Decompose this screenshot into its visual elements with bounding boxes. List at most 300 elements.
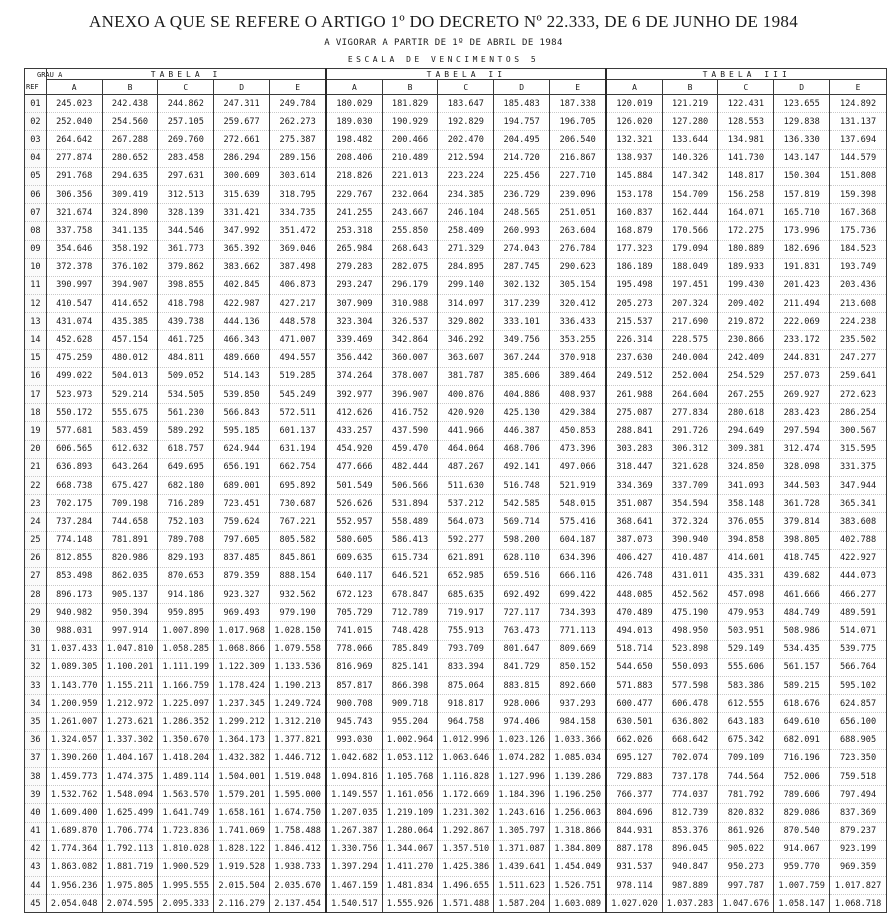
ref-cell: 34 — [25, 695, 47, 713]
value-cell: 457.098 — [718, 586, 774, 604]
value-cell: 988.031 — [46, 622, 102, 640]
value-cell: 1.089.305 — [46, 658, 102, 676]
value-cell: 1.196.250 — [550, 786, 607, 804]
table-row — [25, 404, 887, 422]
value-cell: 349.756 — [494, 331, 550, 349]
value-cell: 609.635 — [326, 549, 382, 567]
ref-cell: 45 — [25, 895, 47, 913]
scale-title: ESCALA DE VENCIMENTOS 5 — [347, 55, 540, 64]
value-cell: 752.103 — [158, 513, 214, 531]
value-cell: 164.071 — [718, 204, 774, 222]
value-cell: 267.288 — [102, 131, 158, 149]
value-cell: 1.511.623 — [494, 877, 550, 895]
value-cell: 191.831 — [774, 258, 830, 276]
value-cell: 300.609 — [214, 167, 270, 185]
value-cell: 1.467.159 — [326, 877, 382, 895]
value-cell: 2.137.454 — [270, 895, 327, 913]
value-cell: 267.255 — [718, 386, 774, 404]
value-cell: 170.566 — [662, 222, 718, 240]
value-cell: 162.444 — [662, 204, 718, 222]
value-cell: 550.172 — [46, 404, 102, 422]
column-letter-header: B — [382, 80, 438, 95]
value-cell: 793.709 — [438, 640, 494, 658]
ref-cell: 19 — [25, 422, 47, 440]
value-cell: 353.255 — [550, 331, 607, 349]
value-cell: 134.981 — [718, 131, 774, 149]
column-letter-header: C — [438, 80, 494, 95]
value-cell: 484.811 — [158, 349, 214, 367]
table-row — [25, 895, 887, 913]
value-cell: 1.563.570 — [158, 786, 214, 804]
table-row — [25, 531, 887, 549]
value-cell: 394.907 — [102, 276, 158, 294]
value-cell: 368.641 — [606, 513, 662, 531]
value-cell: 1.037.433 — [46, 640, 102, 658]
ref-cell: 03 — [25, 131, 47, 149]
table-row — [25, 331, 887, 349]
ref-cell: 27 — [25, 567, 47, 585]
value-cell: 1.273.621 — [102, 713, 158, 731]
table-row — [25, 222, 887, 240]
value-cell: 280.618 — [718, 404, 774, 422]
value-cell: 1.411.270 — [382, 858, 438, 876]
value-cell: 1.532.762 — [46, 786, 102, 804]
value-cell: 271.329 — [438, 240, 494, 258]
value-cell: 612.632 — [102, 440, 158, 458]
value-cell: 1.002.964 — [382, 731, 438, 749]
value-cell: 1.122.309 — [214, 658, 270, 676]
value-cell: 372.324 — [662, 513, 718, 531]
value-cell: 781.792 — [718, 786, 774, 804]
column-letter-header: C — [158, 80, 214, 95]
value-cell: 569.714 — [494, 513, 550, 531]
value-cell: 182.696 — [774, 240, 830, 258]
value-cell: 1.053.112 — [382, 749, 438, 767]
value-cell: 239.096 — [550, 185, 607, 203]
value-cell: 508.986 — [774, 622, 830, 640]
value-cell: 668.738 — [46, 476, 102, 494]
value-cell: 1.143.770 — [46, 677, 102, 695]
value-cell: 280.652 — [102, 149, 158, 167]
value-cell: 829.193 — [158, 549, 214, 567]
value-cell: 387.073 — [606, 531, 662, 549]
value-cell: 1.975.805 — [102, 877, 158, 895]
value-cell: 310.988 — [382, 295, 438, 313]
value-cell: 312.474 — [774, 440, 830, 458]
value-cell: 264.604 — [662, 386, 718, 404]
value-cell: 1.047.810 — [102, 640, 158, 658]
value-cell: 461.725 — [158, 331, 214, 349]
value-cell: 303.283 — [606, 440, 662, 458]
value-cell: 1.166.759 — [158, 677, 214, 695]
table-row — [25, 604, 887, 622]
value-cell: 254.529 — [718, 367, 774, 385]
value-cell: 333.101 — [494, 313, 550, 331]
table-row — [25, 422, 887, 440]
value-cell: 283.423 — [774, 404, 830, 422]
value-cell: 274.043 — [494, 240, 550, 258]
value-cell: 318.795 — [270, 185, 327, 203]
ref-cell: 17 — [25, 386, 47, 404]
value-cell: 1.212.972 — [102, 695, 158, 713]
value-cell: 396.907 — [382, 386, 438, 404]
value-cell: 257.105 — [158, 113, 214, 131]
value-cell: 306.312 — [662, 440, 718, 458]
value-cell: 931.537 — [606, 858, 662, 876]
value-cell: 370.918 — [550, 349, 607, 367]
value-cell: 235.502 — [830, 331, 887, 349]
value-cell: 248.565 — [494, 204, 550, 222]
value-cell: 583.386 — [718, 677, 774, 695]
table-row — [25, 276, 887, 294]
value-cell: 511.630 — [438, 476, 494, 494]
value-cell: 666.116 — [550, 567, 607, 585]
value-cell: 763.473 — [494, 622, 550, 640]
value-cell: 439.738 — [158, 313, 214, 331]
value-cell: 444.136 — [214, 313, 270, 331]
value-cell: 801.647 — [494, 640, 550, 658]
table-row — [25, 258, 887, 276]
ref-cell: 25 — [25, 531, 47, 549]
value-cell: 202.470 — [438, 131, 494, 149]
value-cell: 896.045 — [662, 840, 718, 858]
value-cell: 652.985 — [438, 567, 494, 585]
value-cell: 422.987 — [214, 295, 270, 313]
value-cell: 774.148 — [46, 531, 102, 549]
value-cell: 914.067 — [774, 840, 830, 858]
value-cell: 729.883 — [606, 767, 662, 785]
value-cell: 748.428 — [382, 622, 438, 640]
value-cell: 159.398 — [830, 185, 887, 203]
value-cell: 841.729 — [494, 658, 550, 676]
value-cell: 144.579 — [830, 149, 887, 167]
value-cell: 475.190 — [662, 604, 718, 622]
value-cell: 1.459.773 — [46, 767, 102, 785]
value-cell: 1.579.201 — [214, 786, 270, 804]
value-cell: 418.745 — [774, 549, 830, 567]
value-cell: 545.249 — [270, 386, 327, 404]
value-cell: 695.892 — [270, 476, 327, 494]
value-cell: 555.675 — [102, 404, 158, 422]
value-cell: 320.412 — [550, 295, 607, 313]
value-cell: 595.185 — [214, 422, 270, 440]
value-cell: 592.277 — [438, 531, 494, 549]
value-cell: 875.064 — [438, 677, 494, 695]
value-cell: 324.890 — [102, 204, 158, 222]
value-cell: 923.327 — [214, 586, 270, 604]
ref-cell: 12 — [25, 295, 47, 313]
value-cell: 203.436 — [830, 276, 887, 294]
value-cell: 315.639 — [214, 185, 270, 203]
value-cell: 974.406 — [494, 713, 550, 731]
column-letter-header: A — [46, 80, 102, 95]
value-cell: 558.489 — [382, 513, 438, 531]
value-cell: 217.690 — [662, 313, 718, 331]
column-letter-header: E — [830, 80, 887, 95]
value-cell: 1.489.114 — [158, 767, 214, 785]
value-cell: 268.643 — [382, 240, 438, 258]
value-cell: 482.444 — [382, 458, 438, 476]
value-cell: 699.422 — [550, 586, 607, 604]
value-cell: 361.728 — [774, 495, 830, 513]
value-cell: 789.606 — [774, 786, 830, 804]
value-cell: 378.007 — [382, 367, 438, 385]
value-cell: 173.996 — [774, 222, 830, 240]
value-cell: 201.423 — [774, 276, 830, 294]
value-cell: 723.350 — [830, 749, 887, 767]
value-cell: 418.798 — [158, 295, 214, 313]
value-cell: 262.273 — [270, 113, 327, 131]
tabela-i-header: TABELA I — [46, 69, 326, 80]
value-cell: 689.001 — [214, 476, 270, 494]
value-cell: 1.625.499 — [102, 804, 158, 822]
value-cell: 1.033.366 — [550, 731, 607, 749]
tabela-iii-header: TABELA III — [606, 69, 886, 80]
value-cell: 781.891 — [102, 531, 158, 549]
value-cell: 466.343 — [214, 331, 270, 349]
value-cell: 1.068.866 — [214, 640, 270, 658]
value-cell: 1.846.412 — [270, 840, 327, 858]
value-cell: 716.196 — [774, 749, 830, 767]
value-cell: 227.710 — [550, 167, 607, 185]
value-cell: 905.137 — [102, 586, 158, 604]
value-cell: 928.006 — [494, 695, 550, 713]
value-cell: 251.051 — [550, 204, 607, 222]
table-row — [25, 440, 887, 458]
value-cell: 561.157 — [774, 658, 830, 676]
value-cell: 937.293 — [550, 695, 607, 713]
value-cell: 223.224 — [438, 167, 494, 185]
value-cell: 257.073 — [774, 367, 830, 385]
value-cell: 406.427 — [606, 549, 662, 567]
ref-cell: 23 — [25, 495, 47, 513]
value-cell: 516.748 — [494, 476, 550, 494]
value-cell: 499.022 — [46, 367, 102, 385]
value-cell: 240.004 — [662, 349, 718, 367]
value-cell: 816.969 — [326, 658, 382, 676]
value-cell: 437.590 — [382, 422, 438, 440]
value-cell: 315.595 — [830, 440, 887, 458]
value-cell: 631.194 — [270, 440, 327, 458]
value-cell: 744.658 — [102, 513, 158, 531]
value-cell: 283.458 — [158, 149, 214, 167]
ref-cell: 18 — [25, 404, 47, 422]
value-cell: 480.012 — [102, 349, 158, 367]
value-cell: 307.909 — [326, 295, 382, 313]
value-cell: 433.257 — [326, 422, 382, 440]
value-cell: 993.030 — [326, 731, 382, 749]
value-cell: 129.838 — [774, 113, 830, 131]
value-cell: 253.318 — [326, 222, 382, 240]
value-cell: 275.087 — [606, 404, 662, 422]
column-letter-header: B — [102, 80, 158, 95]
value-cell: 334.369 — [606, 476, 662, 494]
table-row — [25, 167, 887, 185]
value-cell: 358.148 — [718, 495, 774, 513]
value-cell: 1.540.517 — [326, 895, 382, 913]
value-cell: 1.100.201 — [102, 658, 158, 676]
value-cell: 390.997 — [46, 276, 102, 294]
value-cell: 523.973 — [46, 386, 102, 404]
value-cell: 376.055 — [718, 513, 774, 531]
table-row — [25, 767, 887, 785]
value-cell: 326.537 — [382, 313, 438, 331]
value-cell: 351.087 — [606, 495, 662, 513]
value-cell: 219.872 — [718, 313, 774, 331]
value-cell: 1.116.828 — [438, 767, 494, 785]
ref-cell: 24 — [25, 513, 47, 531]
value-cell: 685.635 — [438, 586, 494, 604]
value-cell: 572.511 — [270, 404, 327, 422]
value-cell: 245.023 — [46, 95, 102, 113]
table-row — [25, 695, 887, 713]
value-cell: 328.139 — [158, 204, 214, 222]
value-cell: 1.496.655 — [438, 877, 494, 895]
value-cell: 337.758 — [46, 222, 102, 240]
value-cell: 242.438 — [102, 95, 158, 113]
value-cell: 141.730 — [718, 149, 774, 167]
value-cell: 712.789 — [382, 604, 438, 622]
value-cell: 126.020 — [606, 113, 662, 131]
table-row — [25, 113, 887, 131]
value-cell: 221.013 — [382, 167, 438, 185]
value-cell: 870.540 — [774, 822, 830, 840]
value-cell: 1.571.488 — [438, 895, 494, 913]
value-cell: 940.982 — [46, 604, 102, 622]
value-cell: 1.504.001 — [214, 767, 270, 785]
value-cell: 241.255 — [326, 204, 382, 222]
value-cell: 552.957 — [326, 513, 382, 531]
value-cell: 185.483 — [494, 95, 550, 113]
value-cell: 154.709 — [662, 185, 718, 203]
value-cell: 137.694 — [830, 131, 887, 149]
value-cell: 381.787 — [438, 367, 494, 385]
value-cell: 156.258 — [718, 185, 774, 203]
value-cell: 955.204 — [382, 713, 438, 731]
value-cell: 314.097 — [438, 295, 494, 313]
value-cell: 643.264 — [102, 458, 158, 476]
document-title: ANEXO A QUE SE REFERE O ARTIGO 1º DO DECRETO Nº 22.333, DE 6 DE JUNHO DE 1984 — [89, 12, 798, 31]
table-row — [25, 131, 887, 149]
table-row — [25, 622, 887, 640]
value-cell: 1.446.712 — [270, 749, 327, 767]
value-cell: 850.152 — [550, 658, 607, 676]
value-cell: 344.546 — [158, 222, 214, 240]
value-cell: 2.015.504 — [214, 877, 270, 895]
value-cell: 577.598 — [662, 677, 718, 695]
table-row — [25, 313, 887, 331]
value-cell: 229.767 — [326, 185, 382, 203]
value-cell: 959.770 — [774, 858, 830, 876]
value-cell: 797.605 — [214, 531, 270, 549]
value-cell: 695.127 — [606, 749, 662, 767]
value-cell: 133.644 — [662, 131, 718, 149]
value-cell: 414.652 — [102, 295, 158, 313]
value-cell: 365.392 — [214, 240, 270, 258]
value-cell: 923.199 — [830, 840, 887, 858]
value-cell: 1.017.968 — [214, 622, 270, 640]
value-cell: 1.299.212 — [214, 713, 270, 731]
value-cell: 624.857 — [830, 695, 887, 713]
value-cell: 287.745 — [494, 258, 550, 276]
value-cell: 561.230 — [158, 404, 214, 422]
value-cell: 1.371.087 — [494, 840, 550, 858]
value-cell: 259.641 — [830, 367, 887, 385]
table-row — [25, 240, 887, 258]
value-cell: 258.409 — [438, 222, 494, 240]
value-cell: 351.472 — [270, 222, 327, 240]
value-cell: 550.093 — [662, 658, 718, 676]
value-cell: 526.626 — [326, 495, 382, 513]
value-cell: 329.802 — [438, 313, 494, 331]
value-cell: 249.512 — [606, 367, 662, 385]
value-cell: 429.384 — [550, 404, 607, 422]
value-cell: 279.283 — [326, 258, 382, 276]
value-cell: 131.137 — [830, 113, 887, 131]
value-cell: 759.624 — [214, 513, 270, 531]
value-cell: 624.944 — [214, 440, 270, 458]
value-cell: 744.564 — [718, 767, 774, 785]
value-cell: 2.095.333 — [158, 895, 214, 913]
value-cell: 649.695 — [158, 458, 214, 476]
value-cell: 1.058.285 — [158, 640, 214, 658]
value-cell: 177.323 — [606, 240, 662, 258]
value-cell: 243.667 — [382, 204, 438, 222]
value-cell: 365.341 — [830, 495, 887, 513]
value-cell: 514.143 — [214, 367, 270, 385]
value-cell: 334.735 — [270, 204, 327, 222]
value-cell: 1.454.049 — [550, 858, 607, 876]
value-cell: 272.623 — [830, 386, 887, 404]
value-cell: 766.377 — [606, 786, 662, 804]
value-cell: 206.540 — [550, 131, 607, 149]
value-cell: 630.501 — [606, 713, 662, 731]
value-cell: 261.988 — [606, 386, 662, 404]
table-row — [25, 786, 887, 804]
value-cell: 286.294 — [214, 149, 270, 167]
value-cell: 1.641.749 — [158, 804, 214, 822]
value-cell: 727.117 — [494, 604, 550, 622]
value-cell: 643.183 — [718, 713, 774, 731]
value-cell: 212.594 — [438, 149, 494, 167]
value-cell: 214.720 — [494, 149, 550, 167]
value-cell: 1.810.028 — [158, 840, 214, 858]
value-cell: 945.743 — [326, 713, 382, 731]
value-cell: 1.161.056 — [382, 786, 438, 804]
value-cell: 331.421 — [214, 204, 270, 222]
value-cell: 136.330 — [774, 131, 830, 149]
table-row — [25, 185, 887, 203]
value-cell: 180.029 — [326, 95, 382, 113]
value-cell: 425.130 — [494, 404, 550, 422]
value-cell: 636.802 — [662, 713, 718, 731]
value-cell: 969.493 — [214, 604, 270, 622]
value-cell: 1.063.646 — [438, 749, 494, 767]
value-cell: 797.494 — [830, 786, 887, 804]
value-cell: 905.022 — [718, 840, 774, 858]
value-cell: 1.155.211 — [102, 677, 158, 695]
salary-table — [24, 68, 887, 913]
ref-cell: 16 — [25, 367, 47, 385]
table-row — [25, 349, 887, 367]
value-cell: 1.133.536 — [270, 658, 327, 676]
ref-cell: 42 — [25, 840, 47, 858]
value-cell: 702.175 — [46, 495, 102, 513]
value-cell: 420.920 — [438, 404, 494, 422]
value-cell: 2.035.670 — [270, 877, 327, 895]
value-cell: 494.557 — [270, 349, 327, 367]
value-cell: 636.893 — [46, 458, 102, 476]
